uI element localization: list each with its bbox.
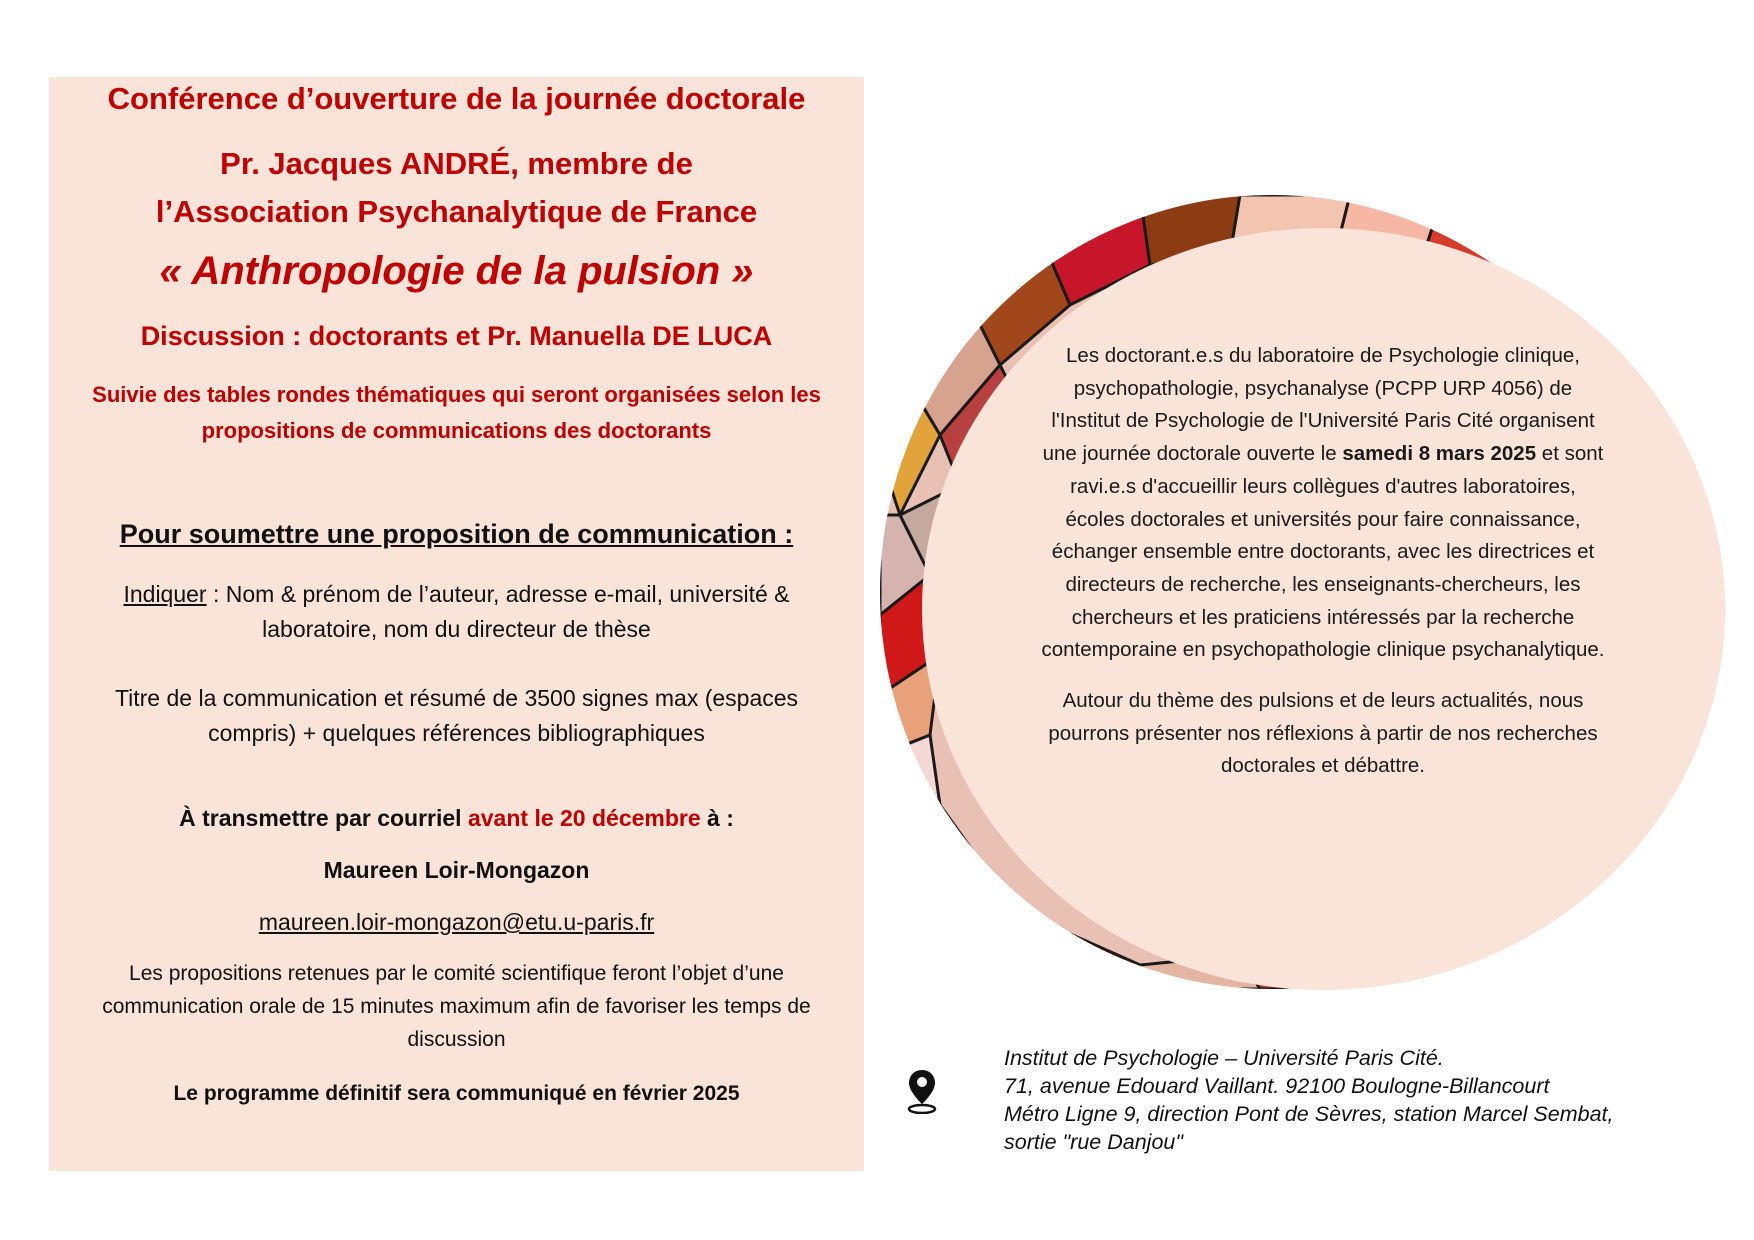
abstract-paragraph: Titre de la communication et résumé de 3500 signes max (espaces compris) + quelques références bibliographiques <box>114 685 799 746</box>
contact-name: Maureen Loir-Mongazon <box>323 857 590 883</box>
info-circle-text <box>1040 340 1606 783</box>
discussion-line: Discussion : doctorants et Pr. Manuella DE LUCA <box>140 321 773 351</box>
transmit-suffix: à : <box>700 805 734 831</box>
contact-email-link[interactable]: maureen.loir-mongazon@etu.u-paris.fr <box>258 909 655 935</box>
conference-title: Conférence d’ouverture de la journée doctorale <box>107 81 806 116</box>
intro-part1: Les doctorant.e.s du laboratoire de Psychologie clinique, psychopathologie, psychanalyse (PCPP URP 4056) de l'Institut de Psychologie de l'Université Paris Cité organisent une journée doctorale ouverte le <box>1042 344 1595 466</box>
address-line-3: Métro Ligne 9, direction Pont de Sèvres, station Marcel Sembat, <box>1004 1102 1614 1126</box>
followup-line: Suivie des tables rondes thématiques qui seront organisées selon les propositions de communications des doctorants <box>92 382 821 443</box>
address-line-1: Institut de Psychologie – Université Paris Cité. <box>1004 1046 1444 1070</box>
theme-paragraph: Autour du thème des pulsions et de leurs actualités, nous pourrons présenter nos réflexions à partir de nos recherches doctorales et débattre. <box>1048 689 1598 778</box>
intro-paragraph <box>1040 340 1606 667</box>
left-panel <box>49 77 864 1171</box>
indicate-text: : Nom & prénom de l’auteur, adresse e-mail, université & laboratoire, nom du directeur de thèse <box>206 581 790 642</box>
indicate-label: Indiquer <box>123 581 207 607</box>
transmit-prefix: À transmettre par courriel <box>179 805 468 831</box>
talk-title: « Anthropologie de la pulsion » <box>159 249 754 293</box>
map-pin-icon <box>905 1068 939 1114</box>
selection-note: Les propositions retenues par le comité scientifique feront l’objet d’une communication orale de 15 minutes maximum afin de favoriser les temps de discussion <box>102 962 811 1051</box>
venue-address <box>1004 1044 1724 1156</box>
address-line-4: sortie "rue Danjou" <box>1004 1130 1183 1154</box>
intro-part2: et sont ravi.e.s d'accueillir leurs collègues d'autres laboratoires, écoles doctorales et universités pour faire connaissance, échanger ensemble entre doctorants, avec les directrices et directeurs de recherche, les enseignants-chercheurs, les chercheurs et les praticiens intéressés par la recherche contemporaine en psychopathologie clinique psychanalytique. <box>1041 442 1605 662</box>
address-line-2: 71, avenue Edouard Vaillant. 92100 Boulogne-Billancourt <box>1004 1074 1550 1098</box>
transmit-deadline: avant le 20 décembre <box>467 805 701 831</box>
program-note: Le programme définitif sera communiqué en février 2025 <box>173 1082 740 1105</box>
submit-heading: Pour soumettre une proposition de communication : <box>119 519 794 549</box>
transmit-line <box>49 801 864 836</box>
indicate-paragraph <box>49 577 864 647</box>
speaker-line: Pr. Jacques ANDRÉ, membre de l’Association Psychanalytique de France <box>155 146 758 229</box>
intro-date: samedi 8 mars 2025 <box>1342 442 1537 466</box>
